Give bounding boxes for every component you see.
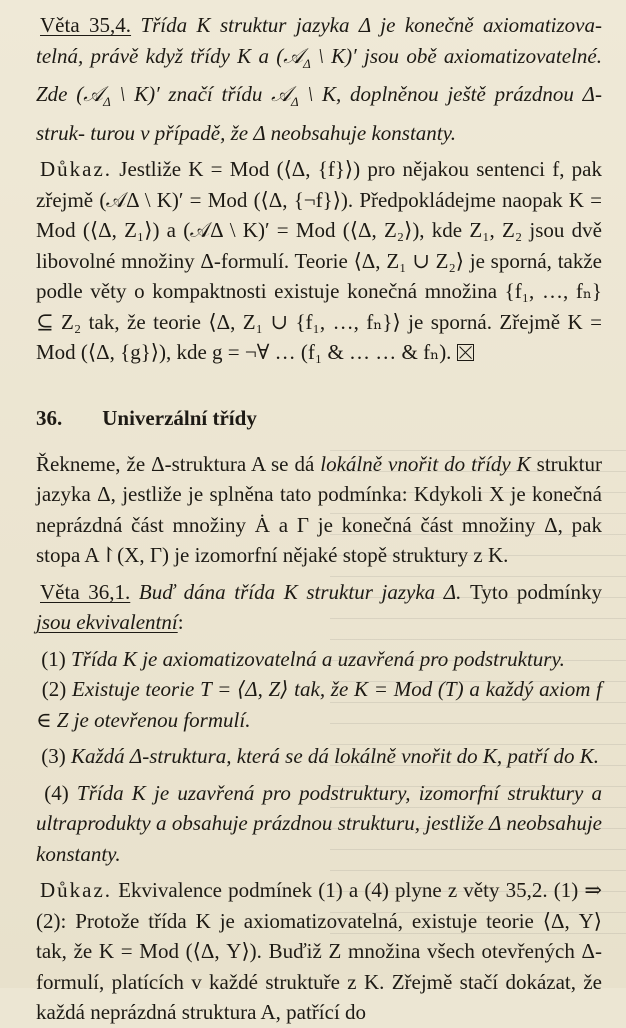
proof-text: Jestliže K = Mod (⟨Δ, {f}⟩) pro nějakou sentenci f, pak zřejmě (𝒜Δ \ K)′ = Mod (⟨Δ, {¬f}⟩). Předpokládejme naopak K = Mod (⟨Δ, Z₁⟩) a (𝒜Δ \ K)′ = Mod (⟨Δ, Z₂⟩), kde Z₁, Z₂ jsou dvě libovolné množiny Δ-formulí. Teorie ⟨Δ, Z₁ ∪ Z₂⟩ je sporná, takže podle věty o kompaktnosti existuje konečná množina {f₁, …, fₙ} ⊆ Z₂ tak, že teorie ⟨Δ, Z₁ ∪ {f₁, …, fₙ}⟩ je sporná. Zřejmě K = Mod (⟨Δ, {g}⟩), kde g = ¬∀ … (f₁ & … … & fₙ). — [36, 157, 602, 365]
proof-label: Důkaz. — [40, 157, 113, 182]
condition-item: (1) Třída K je axiomatizovatelná a uzavřená pro podstruktury. — [41, 646, 565, 671]
condition-list — [36, 644, 602, 870]
section-title: Univerzální třídy — [102, 405, 257, 430]
condition-item: (2) Existuje teorie T = ⟨Δ, Z⟩ tak, že K = Mod (T) a každý axiom f ∈ Z je otevřenou formulí. — [36, 677, 603, 732]
theorem-35-4 — [36, 10, 602, 148]
proof-text: Ekvivalence podmínek (1) a (4) plyne z věty 35,2. (1) ⇒ (2): Protože třída K je axiomatizovatelná, existuje teorie ⟨Δ, Y⟩ tak, že K = Mod (⟨Δ, Y⟩). Buďiž Z množina všech otevřených Δ-formulí, platících v každé struktuře z K. Zřejmě stačí dokázat, že každá neprázdná struktura A, patřící do — [36, 878, 602, 1025]
qed-icon — [457, 344, 474, 361]
section-number: 36. — [36, 405, 63, 430]
proof-35-4 — [36, 154, 602, 368]
proof-label: Důkaz. — [40, 878, 113, 903]
proof-36-1 — [36, 875, 602, 1028]
section-heading — [36, 406, 602, 431]
condition-item: (4) Třída K je uzavřená pro podstruktury, izomorfní struktury a ultraprodukty a obsahuje prázdnou strukturu, jestliže Δ neobsahuje konstanty. — [36, 780, 602, 866]
theorem-label: Věta 36,1. — [40, 579, 131, 604]
condition-item: (3) Každá Δ-struktura, která se dá lokálně vnořit do K, patří do K. — [41, 744, 599, 769]
theorem-36-1: Věta 36,1. Buď dána třída K struktur jazyka Δ. Tyto podmínky jsou ekvivalentní: (1) Třída K je axiomatizovatelná a uzavřená pro podstruktury. (2) Existuje teorie T = ⟨Δ, Z⟩ tak, že K = Mod (T) a každý axiom f ∈ Z je otevřenou formulí. (3) Každá Δ-struktura, která se dá lokálně vnořit do K, patří do K. (4) Třída K je uzavřená pro podstruktury, izomorfní struktury a ultraprodukty a obsahuje prázdnou strukturu, jestliže Δ neobsahuje konstanty. — [36, 577, 602, 870]
theorem-text: Třída K struktur jazyka Δ je konečně axiomatizova- telná, právě když třídy K a (𝒜$_\Delta$ \ K)′ jsou obě axiomatizovatelné. Zde (𝒜$_\Delta$ \ K)′ značí třídu 𝒜$_\Delta$ \ K, doplněnou ještě prázdnou Δ-struk- turou v případě, že Δ neobsahuje konstanty. — [36, 13, 602, 145]
definition-paragraph: Řekneme, že Δ-struktura A se dá lokálně vnořit do třídy K struktur jazyka Δ, jestliže je splněna tato podmínka: Kdykoli X je konečná neprázdná část množiny Ȧ a Γ je konečná část množiny Δ, pak stopa A↾(X, Γ) je izomorfní nějaké stopě struktury z K. — [36, 451, 602, 568]
definition-term: lokálně vnořit do třídy K — [320, 451, 531, 476]
theorem-label: Věta 35,4. — [40, 13, 132, 37]
